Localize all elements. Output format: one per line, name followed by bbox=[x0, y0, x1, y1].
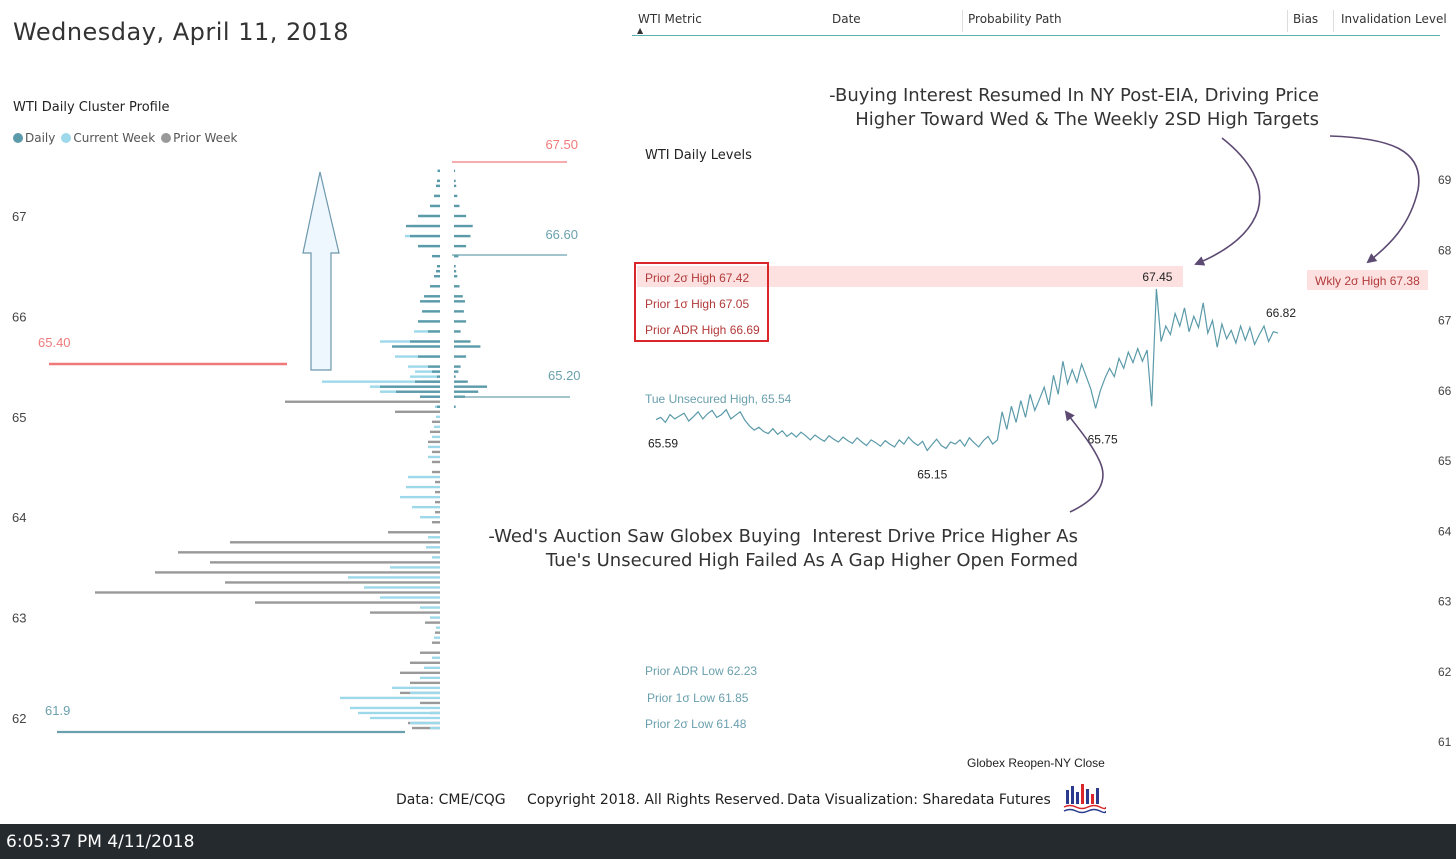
profile-bar bbox=[370, 717, 440, 719]
profile-bar bbox=[435, 491, 440, 493]
levels-y-tick-label: 63 bbox=[1438, 594, 1452, 609]
profile-bar-daily bbox=[454, 375, 456, 377]
profile-bar bbox=[418, 355, 440, 357]
profile-bar bbox=[430, 727, 440, 729]
price-point-label: 66.82 bbox=[1266, 306, 1297, 321]
profile-bar-daily bbox=[454, 391, 478, 393]
profile-bar bbox=[436, 185, 440, 187]
profile-bar bbox=[210, 561, 440, 563]
page-title: Wednesday, April 11, 2018 bbox=[13, 18, 350, 46]
profile-bar bbox=[428, 536, 440, 538]
annotation-arrow-bottom bbox=[1066, 412, 1103, 512]
profile-bar bbox=[255, 601, 440, 603]
profile-bar bbox=[428, 456, 440, 458]
annotation-top: -Buying Interest Resumed In NY Post-EIA, Driving Price Higher Toward Wed & The Weekly 2SD High Targets bbox=[829, 85, 1319, 130]
profile-bar bbox=[230, 541, 440, 543]
profile-bar bbox=[438, 170, 440, 172]
price-point-label: 65.59 bbox=[648, 436, 679, 451]
profile-bar bbox=[432, 556, 440, 558]
column-header-date[interactable]: Date bbox=[832, 12, 861, 26]
profile-bar bbox=[434, 195, 440, 197]
visualization-credit: Data Visualization: Sharedata Futures bbox=[787, 792, 1051, 808]
profile-bar bbox=[418, 215, 440, 217]
level-label: Tue Unsecured High, 65.54 bbox=[645, 392, 792, 406]
profile-bar-daily bbox=[454, 180, 456, 182]
profile-bar bbox=[285, 401, 440, 403]
profile-bar bbox=[410, 662, 440, 664]
profile-bar bbox=[422, 310, 440, 312]
profile-bar bbox=[432, 370, 440, 372]
profile-bar bbox=[178, 551, 440, 553]
profile-bar bbox=[432, 471, 440, 473]
profile-bar-daily bbox=[454, 170, 455, 172]
profile-bar bbox=[425, 621, 440, 623]
profile-bar bbox=[428, 446, 440, 448]
sort-arrow-icon[interactable]: ▲ bbox=[637, 26, 644, 35]
profile-bar bbox=[415, 380, 440, 382]
profile-bar bbox=[95, 591, 440, 593]
profile-bar bbox=[432, 642, 440, 644]
profile-bar bbox=[350, 707, 440, 709]
profile-bar bbox=[437, 406, 440, 408]
profile-bar bbox=[430, 431, 440, 433]
annotation-arrow-top-right bbox=[1330, 136, 1419, 262]
profile-bar bbox=[364, 586, 440, 588]
profile-bar bbox=[432, 421, 440, 423]
level-label: Prior 1σ Low 61.85 bbox=[647, 691, 749, 705]
profile-bar bbox=[410, 692, 440, 694]
profile-level-label: 65.40 bbox=[38, 335, 71, 350]
profile-bar bbox=[420, 606, 440, 608]
profile-bar bbox=[428, 330, 440, 332]
levels-title: WTI Daily Levels bbox=[645, 148, 752, 163]
profile-y-tick-label: 66 bbox=[12, 309, 27, 325]
profile-bar bbox=[424, 667, 440, 669]
profile-bar-daily bbox=[454, 275, 457, 277]
profile-bar bbox=[418, 245, 440, 247]
levels-y-tick-label: 66 bbox=[1438, 383, 1452, 398]
profile-bar-daily bbox=[454, 340, 471, 342]
profile-level-label: 66.60 bbox=[545, 227, 578, 242]
profile-bar bbox=[430, 205, 440, 207]
annotation-decor bbox=[303, 136, 1419, 512]
profile-y-tick-label: 62 bbox=[12, 711, 27, 726]
profile-y-tick-label: 67 bbox=[12, 209, 27, 224]
profile-bar bbox=[412, 506, 440, 508]
profile-bar bbox=[406, 486, 440, 488]
profile-bar bbox=[392, 345, 440, 347]
profile-bar bbox=[435, 501, 440, 503]
profile-bar-daily bbox=[454, 195, 457, 197]
profile-bar bbox=[420, 300, 440, 302]
levels-y-tick-label: 61 bbox=[1438, 735, 1452, 749]
profile-bar-daily bbox=[454, 245, 466, 247]
profile-bar bbox=[410, 340, 440, 342]
levels-y-tick-label: 69 bbox=[1438, 173, 1452, 187]
profile-bar bbox=[435, 481, 440, 483]
profile-level-label: 67.50 bbox=[545, 137, 578, 152]
cluster-profile-chart bbox=[12, 137, 581, 732]
price-point-label: 65.75 bbox=[1087, 432, 1118, 447]
profile-bar bbox=[430, 285, 440, 287]
profile-bar bbox=[340, 697, 440, 699]
profile-bar bbox=[426, 546, 440, 548]
profile-bar-daily bbox=[454, 295, 463, 297]
profile-bar bbox=[370, 611, 440, 613]
profile-bar bbox=[436, 270, 440, 272]
sharedata-logo-icon bbox=[1062, 782, 1106, 816]
profile-bar-daily bbox=[454, 320, 466, 322]
copyright: Copyright 2018. All Rights Reserved. bbox=[527, 792, 785, 808]
profile-bar bbox=[390, 566, 440, 568]
legend-label-daily: Daily bbox=[25, 131, 56, 145]
profile-bar bbox=[430, 616, 440, 618]
profile-y-tick-label: 63 bbox=[12, 610, 27, 626]
levels-y-tick-label: 65 bbox=[1438, 454, 1452, 468]
profile-bar bbox=[437, 375, 440, 377]
profile-bar bbox=[436, 626, 440, 628]
legend-label-prior-week: Prior Week bbox=[173, 131, 238, 145]
profile-bar-daily bbox=[454, 355, 466, 357]
profile-bar-daily bbox=[454, 225, 473, 227]
profile-bar bbox=[410, 375, 440, 377]
profile-level-label: 65.20 bbox=[548, 368, 581, 383]
profile-bar bbox=[410, 722, 440, 724]
profile-bar bbox=[155, 571, 440, 573]
column-header-wti-metric[interactable]: WTI Metric bbox=[638, 12, 702, 26]
column-header-invalidation-level[interactable]: Invalidation Level bbox=[1341, 12, 1447, 26]
legend-label-current-week: Current Week bbox=[73, 131, 156, 145]
profile-bar bbox=[410, 235, 440, 237]
profile-bar-daily bbox=[454, 385, 487, 387]
profile-bar bbox=[436, 416, 440, 418]
profile-bar bbox=[388, 531, 440, 533]
highlight-box bbox=[634, 262, 769, 342]
levels-y-tick-label: 62 bbox=[1438, 664, 1452, 679]
profile-bar bbox=[420, 677, 440, 679]
profile-bar bbox=[434, 636, 440, 638]
profile-bar-daily bbox=[454, 185, 456, 187]
profile-bar-daily bbox=[454, 365, 461, 367]
profile-bar bbox=[434, 426, 440, 428]
profile-bar bbox=[435, 511, 440, 513]
profile-bar bbox=[358, 712, 440, 714]
profile-bar-daily bbox=[454, 370, 458, 372]
levels-y-tick-label: 64 bbox=[1438, 524, 1452, 539]
profile-bar-daily bbox=[454, 265, 456, 267]
status-bar bbox=[0, 824, 1456, 859]
profile-bar bbox=[432, 255, 440, 257]
profile-bar bbox=[410, 682, 440, 684]
profile-bar bbox=[225, 581, 440, 583]
profile-bar-daily bbox=[454, 406, 456, 408]
profile-bar bbox=[432, 461, 440, 463]
levels-x-axis-label: Globex Reopen-NY Close bbox=[967, 756, 1105, 770]
levels-y-tick-label: 67 bbox=[1438, 313, 1452, 328]
profile-bar bbox=[400, 672, 440, 674]
profile-bar-daily bbox=[454, 310, 464, 312]
profile-bar-daily bbox=[454, 300, 465, 302]
profile-title: WTI Daily Cluster Profile bbox=[13, 100, 170, 115]
profile-bar bbox=[437, 265, 440, 267]
timestamp: 6:05:37 PM 4/11/2018 bbox=[6, 832, 195, 852]
profile-bar bbox=[408, 476, 440, 478]
annotation-bottom: -Wed's Auction Saw Globex Buying Interest Drive Price Higher As Tue's Unsecured High Failed As A Gap Higher Open Formed bbox=[488, 526, 1078, 571]
profile-bar bbox=[437, 180, 440, 182]
profile-bar-daily bbox=[454, 205, 460, 207]
profile-bar-daily bbox=[454, 330, 461, 332]
profile-bar-daily bbox=[454, 270, 456, 272]
profile-bar bbox=[428, 441, 440, 443]
levels-y-tick-label: 68 bbox=[1438, 243, 1452, 258]
level-label: Prior 1σ High 67.05 bbox=[645, 297, 750, 311]
profile-bar-daily bbox=[454, 235, 471, 237]
profile-bar bbox=[432, 521, 440, 523]
profile-bar bbox=[380, 385, 440, 387]
column-header-probability-path[interactable]: Probability Path bbox=[968, 12, 1062, 26]
profile-bar bbox=[400, 496, 440, 498]
profile-y-tick-label: 64 bbox=[12, 510, 27, 526]
annotation-arrow-top-left bbox=[1196, 138, 1260, 264]
profile-bar bbox=[420, 702, 440, 704]
price-point-label: 65.15 bbox=[917, 467, 948, 482]
profile-bar bbox=[420, 396, 440, 398]
profile-bar-daily bbox=[454, 285, 460, 287]
profile-bar bbox=[348, 576, 440, 578]
level-label: Prior ADR Low 62.23 bbox=[645, 664, 758, 678]
data-source: Data: CME/CQG bbox=[396, 792, 506, 808]
level-label: Prior 2σ Low 61.48 bbox=[645, 717, 747, 731]
level-label: Prior 2σ High 67.42 bbox=[645, 271, 750, 285]
profile-bar bbox=[428, 365, 440, 367]
price-point-label: 67.45 bbox=[1142, 269, 1173, 284]
profile-bar bbox=[395, 411, 440, 413]
weekly-2sd-high-label: Wkly 2σ High 67.38 bbox=[1315, 274, 1420, 288]
level-label: Prior ADR High 66.69 bbox=[645, 323, 760, 337]
profile-bar bbox=[396, 391, 440, 393]
profile-bar bbox=[424, 295, 440, 297]
profile-bar-daily bbox=[454, 345, 480, 347]
profile-bar-daily bbox=[454, 215, 466, 217]
profile-bar bbox=[420, 516, 440, 518]
profile-bar bbox=[432, 451, 440, 453]
profile-bar bbox=[380, 596, 440, 598]
profile-y-tick-label: 65 bbox=[12, 409, 27, 425]
profile-bar bbox=[432, 436, 440, 438]
profile-bar bbox=[420, 652, 440, 654]
profile-level-label: 61.9 bbox=[45, 703, 71, 718]
profile-bar bbox=[432, 657, 440, 659]
profile-bar-daily bbox=[454, 380, 468, 382]
profile-bar bbox=[392, 687, 440, 689]
profile-bar bbox=[435, 631, 440, 633]
up-arrow-icon bbox=[303, 172, 339, 370]
profile-bar bbox=[434, 275, 440, 277]
profile-bar bbox=[406, 225, 440, 227]
profile-bar bbox=[418, 320, 440, 322]
column-header-bias[interactable]: Bias bbox=[1293, 12, 1319, 26]
